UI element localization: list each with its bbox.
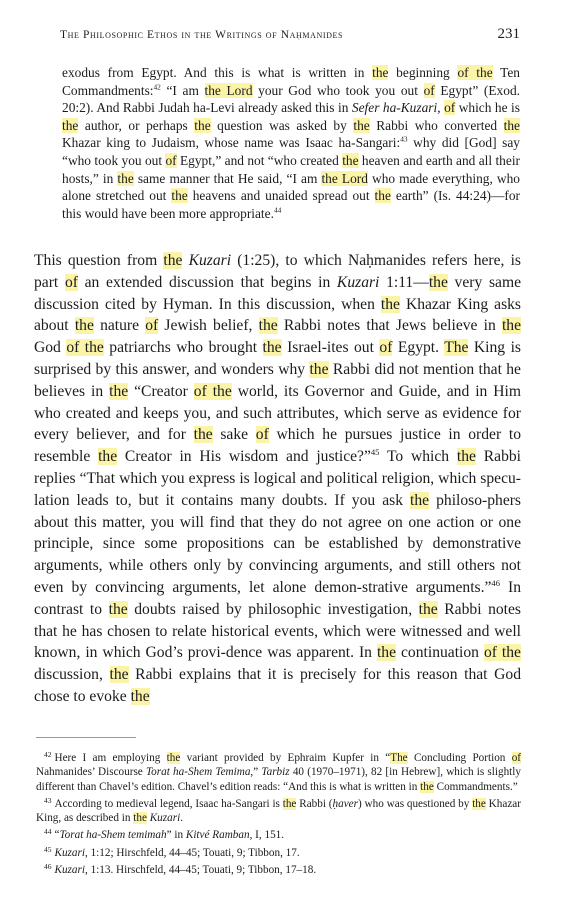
search-highlight: the	[194, 117, 211, 133]
italic-text: Kuzari	[54, 846, 85, 859]
search-highlight: the	[376, 644, 397, 662]
search-highlight: of	[511, 752, 522, 764]
search-highlight: the	[109, 666, 129, 684]
footnote-number: 43	[44, 795, 52, 805]
footnote-ref: 43	[400, 134, 408, 144]
search-highlight: the	[353, 117, 370, 133]
search-highlight: the	[108, 600, 128, 618]
footnote-ref: 46	[491, 577, 500, 588]
search-highlight: of the	[483, 644, 521, 662]
search-highlight: the	[62, 117, 79, 133]
search-highlight: the	[258, 317, 278, 335]
footnote: $^{45}$ Kuzari, 1:12; Hirschfeld, 44–45; Touati, 9; Tibbon, 17.	[44, 844, 300, 859]
search-highlight: the	[456, 448, 476, 466]
search-highlight: the	[262, 339, 282, 357]
italic-text: Kuzari	[149, 812, 181, 825]
footnote: $^{42}$ Here I am employing the variant provided by Ephraim Kupfer in “The Concluding Portion of Nahmanides’ Discourse Torat ha-Shem Temima,” Tarbiz 40 (1970–1971), 82 [in Hebrew], which is slightly different than Chavel’s edition. Chavel’s edition reads: “And this is what is written in the Commandments.”	[36, 750, 522, 793]
search-highlight: of the	[66, 339, 104, 357]
footnote-number: 44	[44, 827, 52, 837]
search-highlight: the	[418, 600, 438, 618]
footnote-number: 42	[44, 750, 52, 759]
search-highlight: the	[380, 295, 400, 313]
search-highlight: of	[423, 82, 435, 98]
search-highlight: the	[193, 426, 213, 444]
running-title: The Philosophic Ethos in the Writings of Naḥmanides	[60, 29, 344, 41]
italic-text: Torat ha-Shem temimah	[59, 829, 167, 842]
italic-text: Kuzari	[336, 273, 380, 291]
footnote: $^{46}$ Kuzari, 1:13. Hirschfeld, 44–45; Touati, 9; Tibbon, 17–18.	[44, 862, 317, 877]
search-highlight: the	[410, 491, 430, 509]
footnotes	[36, 748, 521, 877]
footnote-number: 46	[44, 862, 52, 872]
search-highlight: of the	[193, 382, 232, 400]
search-highlight: the	[428, 273, 448, 291]
search-highlight: the	[372, 65, 389, 80]
search-highlight: the	[171, 188, 188, 204]
search-highlight: the	[501, 317, 522, 335]
search-highlight: the Lord	[204, 82, 253, 98]
search-highlight: the	[166, 752, 181, 764]
search-highlight: the	[133, 812, 147, 825]
footnote-ref: 44	[273, 205, 282, 215]
footnote: $^{44}$ “Torat ha-Shem temimah” in Kitvé Ramban, I, 151.	[44, 827, 285, 842]
footnote-rule	[36, 737, 136, 738]
search-highlight: of	[145, 317, 159, 335]
search-highlight: of the	[457, 65, 493, 80]
block-quote-text: exodus from Egypt. And this is what is written in the beginning of the Ten Commandments:$^{42}$ “I am the Lord your God who took you out of Egypt” (Exod. 20:2). And Rabbi Judah ha-Levi already asked this in Sefer ha-Kuzari, of which he is the author, or perhaps the question was asked by the Rabbi who converted the Khazar king to Judaism, whose name was Isaac ha-Sangari:$^{43}$ why did [God] say “who took you out of Egypt,” and not “who created the heaven and earth and all their hosts,” in the same manner that He said, “I am the Lord who made everything, who alone stretched out the heavens and unaided spread out the earth” (Is. 44:24)—for this would have been more appropriate.$^{44}$	[62, 65, 520, 221]
footnote: $^{43}$ According to medieval legend, Isaac ha-Sangari is the Rabbi (ḥaver) who was questioned by the Khazar King, as described in the Kuzari.	[36, 795, 521, 825]
search-highlight: the	[282, 797, 297, 810]
search-highlight: The	[390, 752, 408, 764]
body-paragraph: This question from the Kuzari (1:25), to which Naḥmanides refers here, is part of an extended discussion that begins in Kuzari 1:11—the very same discussion cited by Hyman. In this discussion, when the Khazar King asks about the nature of Jewish belief, the Rabbi notes that Jews believe in the God of the patriarchs who brought the Israel-ites out of Egypt. The King is surprised by this answer, and wonders why the Rabbi did not mention that he believes in the “Creator of the world, its Governor and Guide, and in Him who created and keeps you, and such attributes, which serve as evidence for every believer, and for the sake of which he pursues justice in order to resemble the Creator in His wisdom and justice?”$^{45}$ To which the Rabbi replies “That which you express is logical and political religion, which specu-lation leads to, but it contains many doubts. If you ask the philoso-phers about this matter, you will find that they do not agree on one action or one principle, since some propositions can be established by demonstrative arguments, while others only by convincing arguments, and still others not even by convincing arguments, let alone demon-strative arguments.”$^{46}$ In contrast to the doubts raised by philosophic investigation, the Rabbi notes that he has chosen to relate historical events, which were witnessed and well known, in which God’s provi-dence was apparent. In the continuation of the discussion, the Rabbi explains that it is precisely for this reason that God chose to evoke the	[34, 252, 522, 705]
italic-text: Kitvé Ramban	[185, 829, 250, 842]
italic-text: ḥaver	[332, 797, 358, 810]
search-highlight: the	[109, 382, 129, 400]
search-highlight: of	[255, 426, 269, 444]
search-highlight: of	[165, 152, 177, 168]
search-highlight: of	[379, 339, 393, 357]
search-highlight: the	[163, 252, 183, 269]
search-highlight: the	[472, 797, 486, 810]
search-highlight: the	[374, 188, 391, 204]
search-highlight: the	[342, 152, 359, 168]
search-highlight: the	[420, 780, 434, 793]
search-highlight: the	[117, 170, 134, 186]
search-highlight: the	[130, 687, 150, 705]
block-quote	[62, 64, 520, 222]
italic-text: Kuzari	[54, 864, 85, 877]
italic-text: Torat ha-Shem Temima	[145, 766, 251, 779]
footnote-ref: 42	[153, 82, 161, 92]
search-highlight: the Lord	[321, 170, 368, 186]
page-number: 231	[497, 26, 520, 42]
search-highlight: of	[64, 273, 78, 291]
italic-text: Tarbiz	[261, 766, 290, 779]
body-text	[34, 250, 521, 708]
search-highlight: the	[98, 448, 118, 466]
italic-text: Sefer ha-Kuzari	[351, 100, 438, 116]
search-highlight: the	[503, 117, 520, 133]
search-highlight: the	[74, 317, 94, 335]
italic-text: Kuzari	[188, 252, 232, 269]
search-highlight: The	[444, 339, 469, 357]
running-header	[60, 26, 520, 46]
footnote-number: 45	[44, 844, 52, 854]
search-highlight: of	[444, 100, 456, 116]
footnote-ref: 45	[370, 446, 380, 457]
search-highlight: the	[309, 360, 329, 378]
